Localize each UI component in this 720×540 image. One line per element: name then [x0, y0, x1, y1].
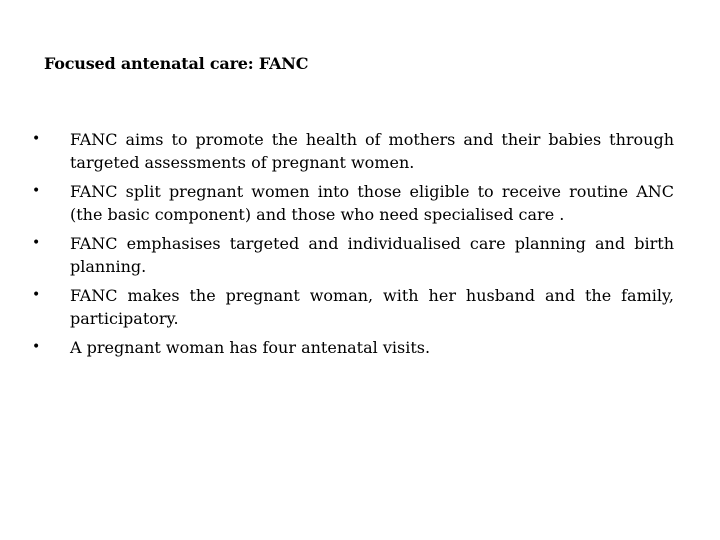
bullet-item: [32, 284, 674, 330]
bullet-list: [32, 128, 674, 365]
bullet-text: FANC aims to promote the health of mothers and their babies through targeted assessments of pregnant women.: [70, 130, 674, 172]
bullet-icon: •: [32, 183, 41, 199]
slide-title: Focused antenatal care: FANC: [44, 54, 309, 73]
bullet-icon: •: [32, 339, 41, 355]
bullet-item: [32, 128, 674, 174]
bullet-text: FANC emphasises targeted and individualised care planning and birth planning.: [70, 234, 674, 276]
bullet-icon: •: [32, 131, 41, 147]
bullet-icon: •: [32, 235, 41, 251]
bullet-text: FANC split pregnant women into those eligible to receive routine ANC (the basic component) and those who need specialised care .: [70, 182, 674, 224]
bullet-item: [32, 232, 674, 278]
bullet-icon: •: [32, 287, 41, 303]
bullet-text: FANC makes the pregnant woman, with her husband and the family, participatory.: [70, 286, 674, 328]
bullet-item: [32, 180, 674, 226]
bullet-item: [32, 336, 674, 359]
bullet-text: A pregnant woman has four antenatal visits.: [70, 338, 431, 357]
